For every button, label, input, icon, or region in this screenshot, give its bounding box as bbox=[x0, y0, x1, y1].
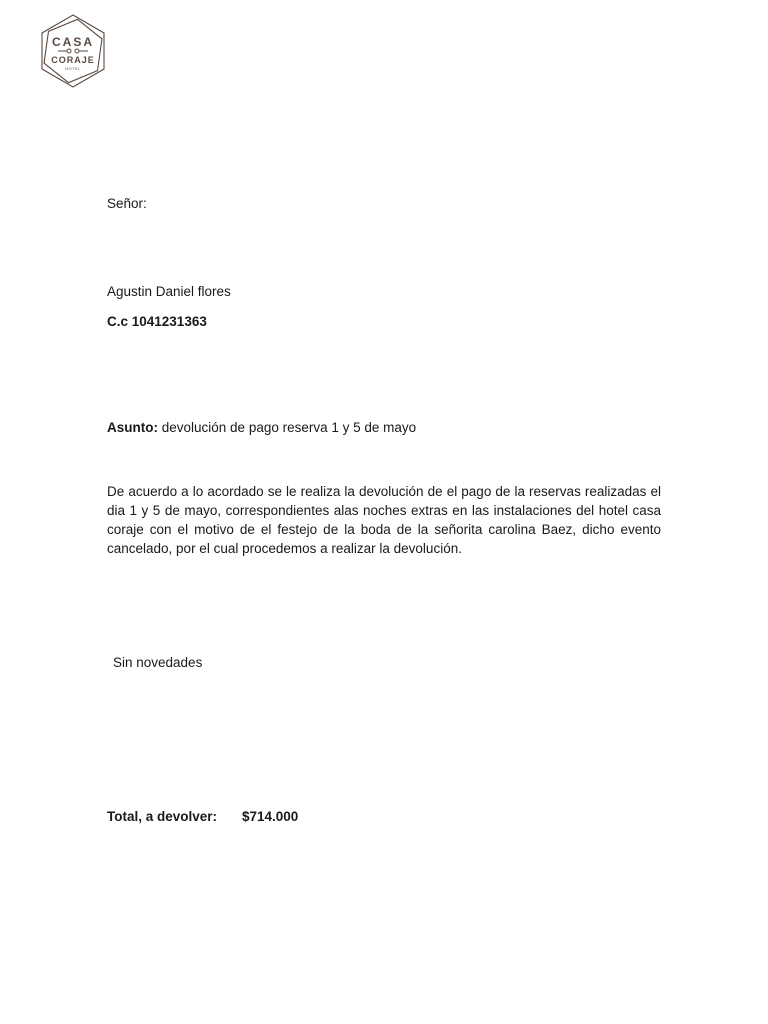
subject-label: Asunto: bbox=[107, 420, 158, 435]
note: Sin novedades bbox=[113, 655, 203, 670]
logo-line2: CORAJE bbox=[51, 55, 95, 65]
total-amount: $714.000 bbox=[242, 809, 299, 824]
logo-line1: CASA bbox=[51, 35, 95, 49]
casa-coraje-logo bbox=[38, 13, 108, 89]
recipient-name: Agustin Daniel flores bbox=[107, 284, 231, 299]
subject-line bbox=[107, 419, 416, 437]
body-paragraph: De acuerdo a lo acordado se le realiza la devolución de el pago de la reservas realizadas el dia 1 y 5 de mayo, correspondientes alas noches extras en las instalaciones del hotel casa coraje con el motivo de el festejo de la boda de la señorita carolina Baez, dicho evento cancelado, por el cual procedemos a realizar la devolución. bbox=[107, 484, 661, 556]
logo-line3: HOTEL bbox=[65, 66, 81, 71]
subject-text: devolución de pago reserva 1 y 5 de mayo bbox=[158, 420, 417, 435]
recipient-id: C.c 1041231363 bbox=[107, 314, 207, 329]
total-label: Total, a devolver: bbox=[107, 809, 218, 824]
salutation: Señor: bbox=[107, 196, 147, 211]
total-line bbox=[107, 808, 299, 826]
